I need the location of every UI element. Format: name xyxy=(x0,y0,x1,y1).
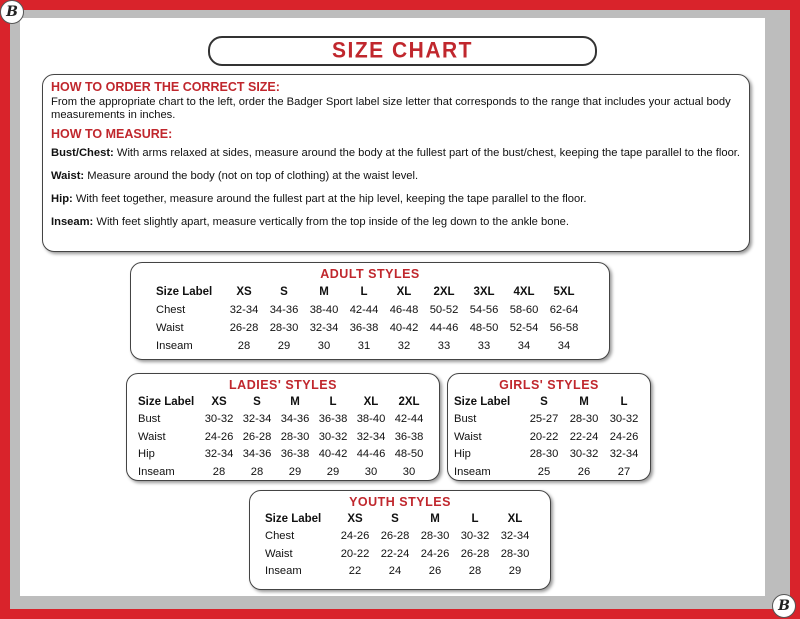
adult-header-cell: L xyxy=(360,286,368,298)
adult-header-cell: 4XL xyxy=(513,286,535,298)
size-value: 56-58 xyxy=(549,322,579,334)
size-value: 32-34 xyxy=(229,304,259,316)
size-value: 44-46 xyxy=(356,448,386,461)
size-value: 58-60 xyxy=(509,304,539,316)
row-label: Waist xyxy=(265,547,293,560)
size-value: 30-32 xyxy=(460,530,490,543)
size-value: 32 xyxy=(397,340,411,352)
page-title: SIZE CHART xyxy=(332,38,473,63)
bust-label: Bust/Chest: xyxy=(51,147,114,159)
adult-title: ADULT STYLES xyxy=(320,267,420,281)
adult-header-cell: 3XL xyxy=(473,286,495,298)
table-row xyxy=(454,428,644,446)
size-value: 20-22 xyxy=(340,547,370,560)
row-label: Waist xyxy=(138,430,166,443)
size-value: 24-26 xyxy=(420,547,450,560)
youth-styles-box xyxy=(249,490,551,590)
table-row xyxy=(138,446,428,464)
girls-header-cell: S xyxy=(540,395,548,408)
adult-header-cell: 5XL xyxy=(553,286,575,298)
size-value: 44-46 xyxy=(429,322,459,334)
ladies-header-cell: 2XL xyxy=(398,395,420,408)
adult-size-table xyxy=(156,283,584,355)
ladies-header-cell: Size Label xyxy=(138,395,195,408)
size-value: 48-50 xyxy=(394,448,424,461)
ladies-header-cell: M xyxy=(290,395,300,408)
adult-header-cell: Size Label xyxy=(156,286,213,298)
badger-logo-icon xyxy=(0,0,24,24)
size-value: 52-54 xyxy=(509,322,539,334)
page-title-box xyxy=(208,36,597,66)
ladies-header-cell: XL xyxy=(363,395,379,408)
size-value: 32-34 xyxy=(204,448,234,461)
table-row xyxy=(454,411,644,429)
size-value: 28 xyxy=(212,465,226,478)
table-row xyxy=(138,428,428,446)
inseam-label: Inseam: xyxy=(51,216,94,228)
hip-label: Hip: xyxy=(51,193,73,205)
size-value: 25 xyxy=(537,465,551,478)
size-value: 38-40 xyxy=(309,304,339,316)
adult-header-cell: S xyxy=(280,286,288,298)
size-value: 28 xyxy=(237,340,251,352)
youth-header-cell: M xyxy=(430,512,440,525)
table-row xyxy=(265,545,535,563)
adult-header-row xyxy=(156,283,584,301)
youth-header-cell: S xyxy=(391,512,399,525)
adult-header-cell: 2XL xyxy=(433,286,455,298)
table-row xyxy=(138,411,428,429)
size-value: 28 xyxy=(468,565,482,578)
row-label: Inseam xyxy=(454,465,491,478)
size-value: 32-34 xyxy=(309,322,339,334)
size-value: 28-30 xyxy=(500,547,530,560)
adult-header-cell: XL xyxy=(396,286,412,298)
ladies-header-cell: XS xyxy=(211,395,227,408)
size-value: 54-56 xyxy=(469,304,499,316)
youth-header-cell: Size Label xyxy=(265,512,322,525)
row-label: Chest xyxy=(156,304,186,316)
adult-header-cell: M xyxy=(319,286,329,298)
row-label: Inseam xyxy=(265,565,302,578)
size-value: 29 xyxy=(326,465,340,478)
girls-header-cell: M xyxy=(579,395,589,408)
girls-header-row xyxy=(454,393,644,411)
row-label: Inseam xyxy=(138,465,175,478)
size-value: 26-28 xyxy=(380,530,410,543)
size-value: 28-30 xyxy=(569,413,599,426)
youth-header-cell: XL xyxy=(507,512,523,525)
inseam-text: With feet slightly apart, measure vertically from the top inside of the leg down to the ankle bone. xyxy=(93,216,570,228)
table-row xyxy=(454,446,644,464)
girls-styles-box xyxy=(447,373,651,481)
girls-title: GIRLS' STYLES xyxy=(499,378,599,392)
ladies-header-cell: L xyxy=(329,395,337,408)
table-row xyxy=(138,463,428,481)
size-value: 42-44 xyxy=(394,413,424,426)
size-value: 36-38 xyxy=(394,430,424,443)
size-value: 26-28 xyxy=(242,430,272,443)
size-value: 28 xyxy=(250,465,264,478)
size-value: 62-64 xyxy=(549,304,579,316)
order-heading: HOW TO ORDER THE CORRECT SIZE: xyxy=(51,80,280,94)
size-value: 28-30 xyxy=(420,530,450,543)
size-value: 20-22 xyxy=(529,430,559,443)
youth-size-table xyxy=(265,510,535,580)
size-value: 30 xyxy=(317,340,331,352)
size-value: 32-34 xyxy=(242,413,272,426)
waist-instruction xyxy=(51,170,741,183)
size-value: 34 xyxy=(517,340,531,352)
size-value: 34-36 xyxy=(269,304,299,316)
size-value: 40-42 xyxy=(389,322,419,334)
girls-size-table xyxy=(454,393,644,481)
waist-label: Waist: xyxy=(51,170,85,182)
size-value: 30-32 xyxy=(204,413,234,426)
row-label: Hip xyxy=(138,448,155,461)
bust-instruction xyxy=(51,147,741,160)
instructions-box xyxy=(42,74,750,252)
row-label: Inseam xyxy=(156,340,193,352)
size-value: 48-50 xyxy=(469,322,499,334)
size-value: 28-30 xyxy=(269,322,299,334)
youth-header-row xyxy=(265,510,535,528)
size-value: 34-36 xyxy=(280,413,310,426)
size-value: 46-48 xyxy=(389,304,419,316)
size-value: 31 xyxy=(357,340,371,352)
size-value: 26 xyxy=(428,565,442,578)
waist-text: Measure around the body (not on top of clothing) at the waist level. xyxy=(84,170,419,182)
size-value: 22-24 xyxy=(380,547,410,560)
size-value: 42-44 xyxy=(349,304,379,316)
ladies-title: LADIES' STYLES xyxy=(229,378,337,392)
size-value: 30-32 xyxy=(318,430,348,443)
row-label: Waist xyxy=(454,430,482,443)
girls-header-cell: Size Label xyxy=(454,395,511,408)
row-label: Waist xyxy=(156,322,184,334)
youth-title: YOUTH STYLES xyxy=(349,495,451,509)
table-row xyxy=(454,463,644,481)
table-row xyxy=(156,301,584,319)
size-value: 29 xyxy=(277,340,291,352)
size-value: 33 xyxy=(477,340,491,352)
table-row xyxy=(265,563,535,581)
size-value: 32-34 xyxy=(356,430,386,443)
size-value: 26-28 xyxy=(460,547,490,560)
youth-header-cell: L xyxy=(471,512,479,525)
size-value: 26-28 xyxy=(229,322,259,334)
size-value: 40-42 xyxy=(318,448,348,461)
youth-header-cell: XS xyxy=(347,512,363,525)
table-row xyxy=(156,337,584,355)
size-value: 36-38 xyxy=(280,448,310,461)
row-label: Bust xyxy=(138,413,161,426)
size-value: 34-36 xyxy=(242,448,272,461)
adult-header-cell: XS xyxy=(236,286,252,298)
inseam-instruction xyxy=(51,216,741,229)
size-value: 29 xyxy=(508,565,522,578)
size-value: 36-38 xyxy=(318,413,348,426)
size-value: 34 xyxy=(557,340,571,352)
size-value: 29 xyxy=(288,465,302,478)
size-value: 30 xyxy=(402,465,416,478)
size-value: 24 xyxy=(388,565,402,578)
ladies-styles-box xyxy=(126,373,440,481)
ladies-size-table xyxy=(138,393,428,481)
size-value: 30 xyxy=(364,465,378,478)
size-value: 24-26 xyxy=(204,430,234,443)
size-value: 22 xyxy=(348,565,362,578)
size-value: 36-38 xyxy=(349,322,379,334)
row-label: Chest xyxy=(265,530,295,543)
table-row xyxy=(265,528,535,546)
size-value: 22-24 xyxy=(569,430,599,443)
size-value: 30-32 xyxy=(569,448,599,461)
row-label: Hip xyxy=(454,448,471,461)
size-value: 24-26 xyxy=(609,430,639,443)
ladies-header-cell: S xyxy=(253,395,261,408)
size-value: 26 xyxy=(577,465,591,478)
logo-letter: B xyxy=(6,4,18,20)
size-value: 28-30 xyxy=(529,448,559,461)
size-value: 32-34 xyxy=(609,448,639,461)
ladies-header-row xyxy=(138,393,428,411)
row-label: Bust xyxy=(454,413,477,426)
measure-heading: HOW TO MEASURE: xyxy=(51,127,173,141)
size-value: 30-32 xyxy=(609,413,639,426)
size-value: 25-27 xyxy=(529,413,559,426)
hip-instruction xyxy=(51,193,741,206)
order-text: From the appropriate chart to the left, order the Badger Sport label size letter that corresponds to the range that includes your actual body measurements in inches. xyxy=(51,96,731,121)
badger-logo-icon-bottom xyxy=(772,594,796,618)
size-value: 33 xyxy=(437,340,451,352)
logo-letter-bottom: B xyxy=(778,598,790,614)
bust-text: With arms relaxed at sides, measure around the body at the fullest part of the bust/chest, keeping the tape parallel to the floor. xyxy=(113,147,741,159)
table-row xyxy=(156,319,584,337)
size-value: 38-40 xyxy=(356,413,386,426)
adult-styles-box xyxy=(130,262,610,360)
hip-text: With feet together, measure around the fullest part at the hip level, keeping the tape parallel to the floor. xyxy=(72,193,587,205)
size-value: 50-52 xyxy=(429,304,459,316)
girls-header-cell: L xyxy=(620,395,628,408)
size-value: 32-34 xyxy=(500,530,530,543)
size-value: 27 xyxy=(617,465,631,478)
size-value: 24-26 xyxy=(340,530,370,543)
size-value: 28-30 xyxy=(280,430,310,443)
